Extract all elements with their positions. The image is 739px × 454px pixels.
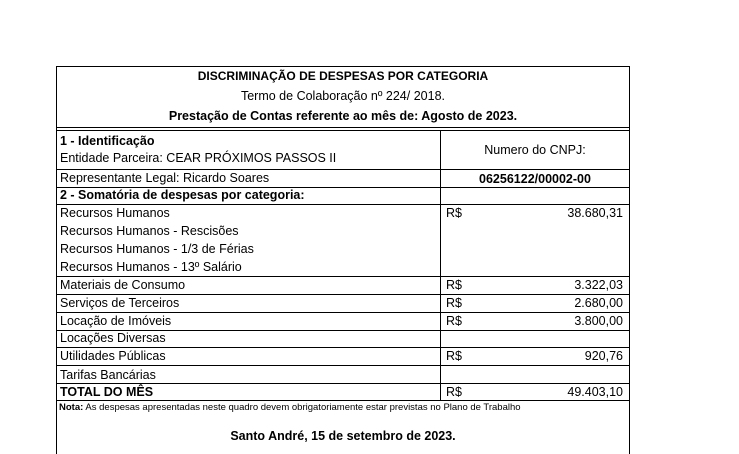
expense-label: Recursos Humanos - 13º Salário [60, 260, 242, 274]
expense-value: 3.322,03 [574, 278, 623, 292]
expense-label: Locações Diversas [60, 331, 166, 345]
report-period: Prestação de Contas referente ao mês de: Agosto de 2023. [168, 109, 518, 123]
expense-label: Recursos Humanos - 1/3 de Férias [60, 242, 254, 256]
expense-value: 920,76 [584, 349, 623, 363]
document-subtitle: Termo de Colaboração nº 224/ 2018. [240, 89, 445, 103]
cnpj-value: 06256122/00002-00 [479, 172, 591, 186]
expense-label: Recursos Humanos [60, 206, 170, 220]
expense-label: Materiais de Consumo [60, 278, 186, 292]
column-divider [440, 204, 441, 400]
note-text: As despesas apresentadas neste quadro devem obrigatoriamente estar previstas no Plano de Trabalho [83, 402, 521, 413]
currency-symbol: R$ [446, 206, 462, 220]
section-summary-label: 2 - Somatória de despesas por categoria: [60, 188, 305, 202]
document-title: DISCRIMINAÇÃO DE DESPESAS POR CATEGORIA [197, 69, 489, 83]
place-and-date: Santo André, 15 de setembro de 2023. [230, 429, 456, 443]
note [59, 401, 521, 415]
expense-label: Utilidades Públicas [60, 349, 166, 363]
currency-symbol: R$ [446, 296, 462, 310]
divider [57, 130, 629, 131]
expense-value: 3.800,00 [574, 314, 623, 328]
currency-symbol: R$ [446, 385, 462, 399]
note-prefix: Nota: [59, 402, 84, 413]
expense-label: Serviços de Terceiros [60, 296, 180, 310]
expense-value: 38.680,31 [567, 206, 623, 220]
entity-name: Entidade Parceira: CEAR PRÓXIMOS PASSOS II [60, 151, 337, 165]
section-identification-label: 1 - Identificação [60, 134, 155, 148]
expense-label: Recursos Humanos - Rescisões [60, 224, 239, 238]
divider [57, 365, 629, 366]
currency-symbol: R$ [446, 278, 462, 292]
legal-representative: Representante Legal: Ricardo Soares [60, 171, 270, 185]
expense-value: 2.680,00 [574, 296, 623, 310]
divider [57, 127, 629, 128]
column-divider [440, 130, 441, 204]
currency-symbol: R$ [446, 314, 462, 328]
expense-label: Locação de Imóveis [60, 314, 172, 328]
expense-label: Tarifas Bancárias [60, 368, 156, 382]
expense-sheet [56, 66, 630, 454]
total-label: TOTAL DO MÊS [60, 385, 154, 399]
currency-symbol: R$ [446, 349, 462, 363]
total-value: 49.403,10 [567, 385, 623, 399]
cnpj-label: Numero do CNPJ: [484, 143, 586, 157]
